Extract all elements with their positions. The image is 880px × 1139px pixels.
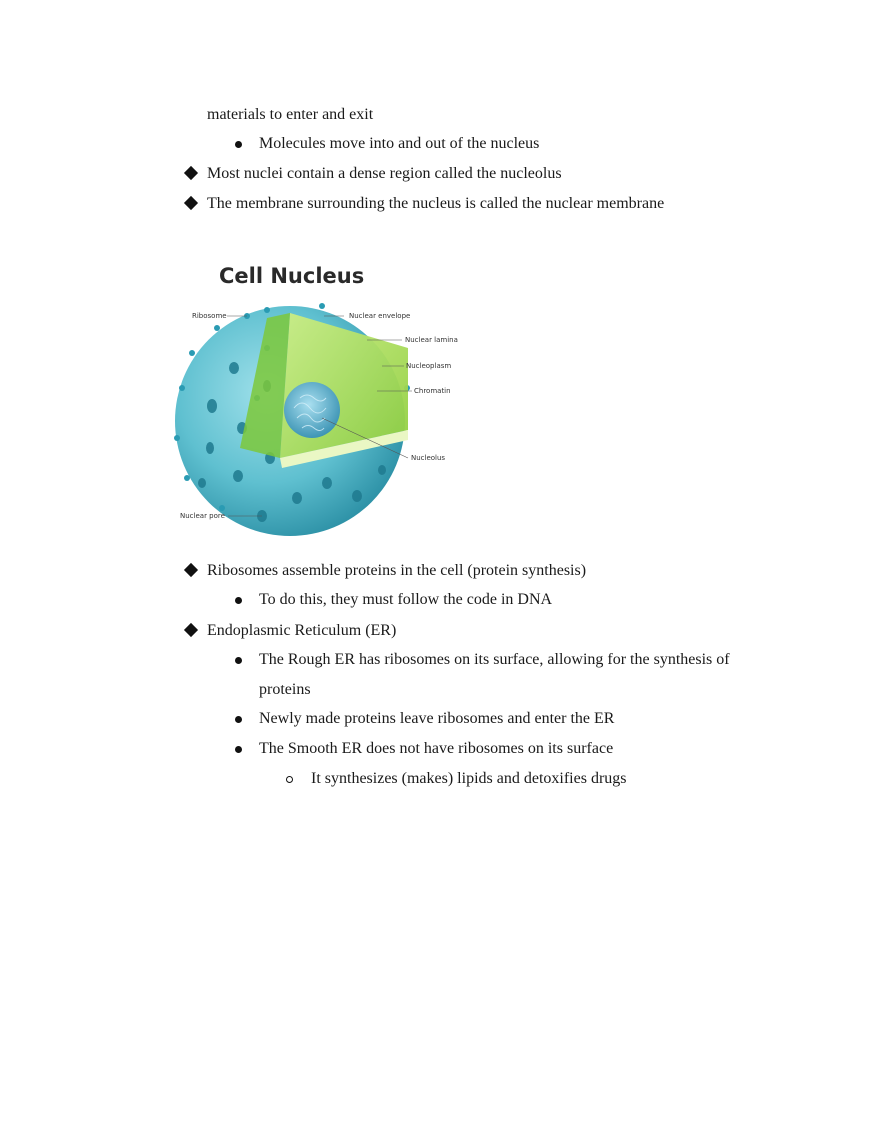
- text-line-11: The Smooth ER does not have ribosomes on its surface: [259, 740, 614, 757]
- bullet-diamond-icon: [184, 563, 198, 577]
- bullet-diamond-icon: [184, 196, 198, 210]
- label-nuclear-lamina: Nuclear lamina: [405, 336, 458, 344]
- text-line-5: Ribosomes assemble proteins in the cell (protein synthesis): [207, 562, 587, 579]
- text-line-3: Most nuclei contain a dense region called the nucleolus: [207, 165, 562, 182]
- label-chromatin: Chromatin: [414, 387, 451, 395]
- bullet-diamond-icon: [184, 623, 198, 637]
- bullet-dot-icon: [235, 746, 242, 753]
- text-line-7: Endoplasmic Reticulum (ER): [207, 622, 397, 639]
- text-line-4: The membrane surrounding the nucleus is called the nuclear membrane: [207, 195, 665, 212]
- text-line-12: It synthesizes (makes) lipids and detoxifies drugs: [311, 770, 627, 787]
- text-line-6: To do this, they must follow the code in DNA: [259, 591, 553, 608]
- label-ribosome: Ribosome: [192, 312, 227, 320]
- bullet-dot-icon: [235, 716, 242, 723]
- label-nucleoplasm: Nucleoplasm: [406, 362, 452, 370]
- bullet-dot-icon: [235, 597, 242, 604]
- nucleus-illustration: [172, 258, 472, 543]
- bullet-dot-icon: [235, 141, 242, 148]
- label-nuclear-envelope: Nuclear envelope: [349, 312, 411, 320]
- label-nuclear-pore: Nuclear pore: [180, 512, 225, 520]
- text-line-2: Molecules move into and out of the nucleus: [259, 135, 540, 152]
- text-line-1: materials to enter and exit: [207, 106, 374, 123]
- text-line-9: proteins: [259, 681, 311, 698]
- bullet-dot-icon: [235, 657, 242, 664]
- text-line-8: The Rough ER has ribosomes on its surface, allowing for the synthesis of: [259, 651, 730, 668]
- label-nucleolus: Nucleolus: [411, 454, 446, 462]
- cell-nucleus-figure: [172, 258, 472, 543]
- figure-title: Cell Nucleus: [219, 264, 365, 288]
- bullet-diamond-icon: [184, 166, 198, 180]
- text-line-10: Newly made proteins leave ribosomes and enter the ER: [259, 710, 615, 727]
- bullet-circle-icon: [286, 776, 293, 783]
